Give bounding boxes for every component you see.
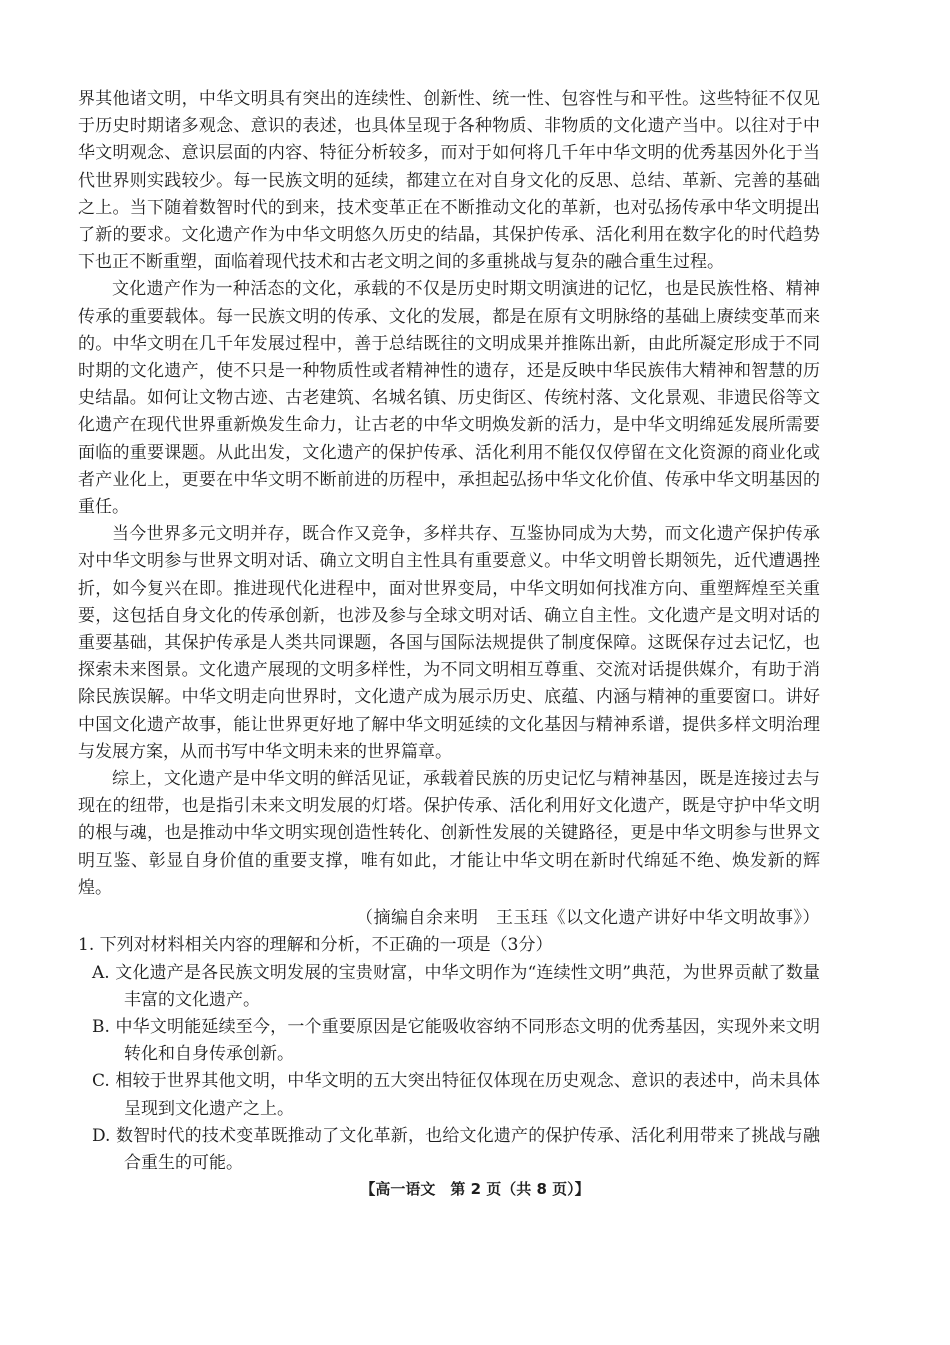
option-d[interactable]: D. 数智时代的技术变革既推动了文化革新，也给文化遗产的保护传承、活化利用带来了挑战与融合重生的可能。 — [92, 1125, 820, 1173]
article-paragraph-3: 当今世界多元文明并存，既合作又竞争，多样共存、互鉴协同成为大势，而文化遗产保护传承对中华文明参与世界文明对话、确立文明自主性具有重要意义。中华文明曾长期领先，近代遭遇挫折，如今复兴在即。推进现代化进程中，面对世界变局，中华文明如何找准方向、重塑辉煌至关重要，这包括自身文化的传承创新，也涉及参与全球文明对话、确立自主性。文化遗产是文明对话的重要基础，其保护传承是人类共同课题，各国与国际法规提供了制度保障。这既保存过去记忆，也探索未来图景。文化遗产展现的文明多样性，为不同文明相互尊重、交流对话提供媒介，有助于消除民族误解。中华文明走向世界时，文化遗产成为展示历史、底蕴、内涵与精神的重要窗口。讲好中国文化遗产故事，能让世界更好地了解中华文明延续的文化基因与精神系谱，提供多样文明治理与发展方案，从而书写中华文明未来的世界篇章。 — [78, 524, 820, 762]
option-c[interactable]: C. 相较于世界其他文明，中华文明的五大突出特征仅体现在历史观念、意识的表述中，尚未具体呈现到文化遗产之上。 — [92, 1071, 820, 1119]
option-a[interactable]: A. 文化遗产是各民族文明发展的宝贵财富，中华文明作为“连续性文明”典范，为世界贡献了数量丰富的文化遗产。 — [92, 962, 820, 1010]
question-options — [78, 960, 820, 1178]
page-footer: 【高一语文 第 2 页（共 8 页）】 — [360, 1180, 590, 1198]
article-paragraph-1: 界其他诸文明，中华文明具有突出的连续性、创新性、统一性、包容性与和平性。这些特征不仅见于历史时期诸多观念、意识的表述，也具体呈现于各种物质、非物质的文化遗产当中。以往对于中华文明观念、意识层面的内容、特征分析较多，而对于如何将几千年中华文明的优秀基因外化于当代世界则实践较少。每一民族文明的延续，都建立在对自身文化的反思、总结、革新、完善的基础之上。当下随着数智时代的到来，技术变革正在不断推动文化的革新，也对弘扬传承中华文明提出了新的要求。文化遗产作为中华文明悠久历史的结晶，其保护传承、活化利用在数字化的时代趋势下也正不断重塑，面临着现代技术和古老文明之间的多重挑战与复杂的融合重生过程。 — [78, 89, 820, 273]
article-paragraph-4: 综上，文化遗产是中华文明的鲜活见证，承载着民族的历史记忆与精神基因，既是连接过去与现在的纽带，也是指引未来文明发展的灯塔。保护传承、活化利用好文化遗产，既是守护中华文明的根与魂，也是推动中华文明实现创造性转化、创新性发展的关键路径，更是中华文明参与世界文明互鉴、彰显自身价值的重要支撑，唯有如此，才能让中华文明在新时代绵延不绝、焕发新的辉煌。 — [78, 769, 820, 898]
page-content — [78, 86, 820, 1177]
article-paragraph-2: 文化遗产作为一种活态的文化，承载的不仅是历史时期文明演进的记忆，也是民族性格、精神传承的重要载体。每一民族文明的传承、文化的发展，都是在原有文明脉络的基础上赓续变革而来的。中华文明在几千年发展过程中，善于总结既往的文明成果并推陈出新，由此所凝定形成于不同时期的文化遗产，使不只是一种物质性或者精神性的遗存，还是反映中华民族伟大精神和智慧的历史结晶。如何让文物古迹、古老建筑、名城名镇、历史街区、传统村落、文化景观、非遗民俗等文化遗产在现代世界重新焕发生命力，让古老的中华文明焕发新的活力，是中华文明绵延发展所需要面临的重要课题。从此出发，文化遗产的保护传承、活化利用不能仅仅停留在文化资源的商业化或者产业化上，更要在中华文明不断前进的历程中，承担起弘扬中华文化价值、传承中华文明基因的重任。 — [78, 279, 820, 518]
question-stem: 1. 下列对材料相关内容的理解和分析，不正确的一项是（3分） — [78, 935, 553, 956]
option-b[interactable]: B. 中华文明能延续至今，一个重要原因是它能吸收容纳不同形态文明的优秀基因，实现外来文明转化和自身传承创新。 — [92, 1016, 820, 1065]
article-source: （摘编自余来明 王玉珏《以文化遗产讲好中华文明故事》） — [356, 908, 820, 929]
